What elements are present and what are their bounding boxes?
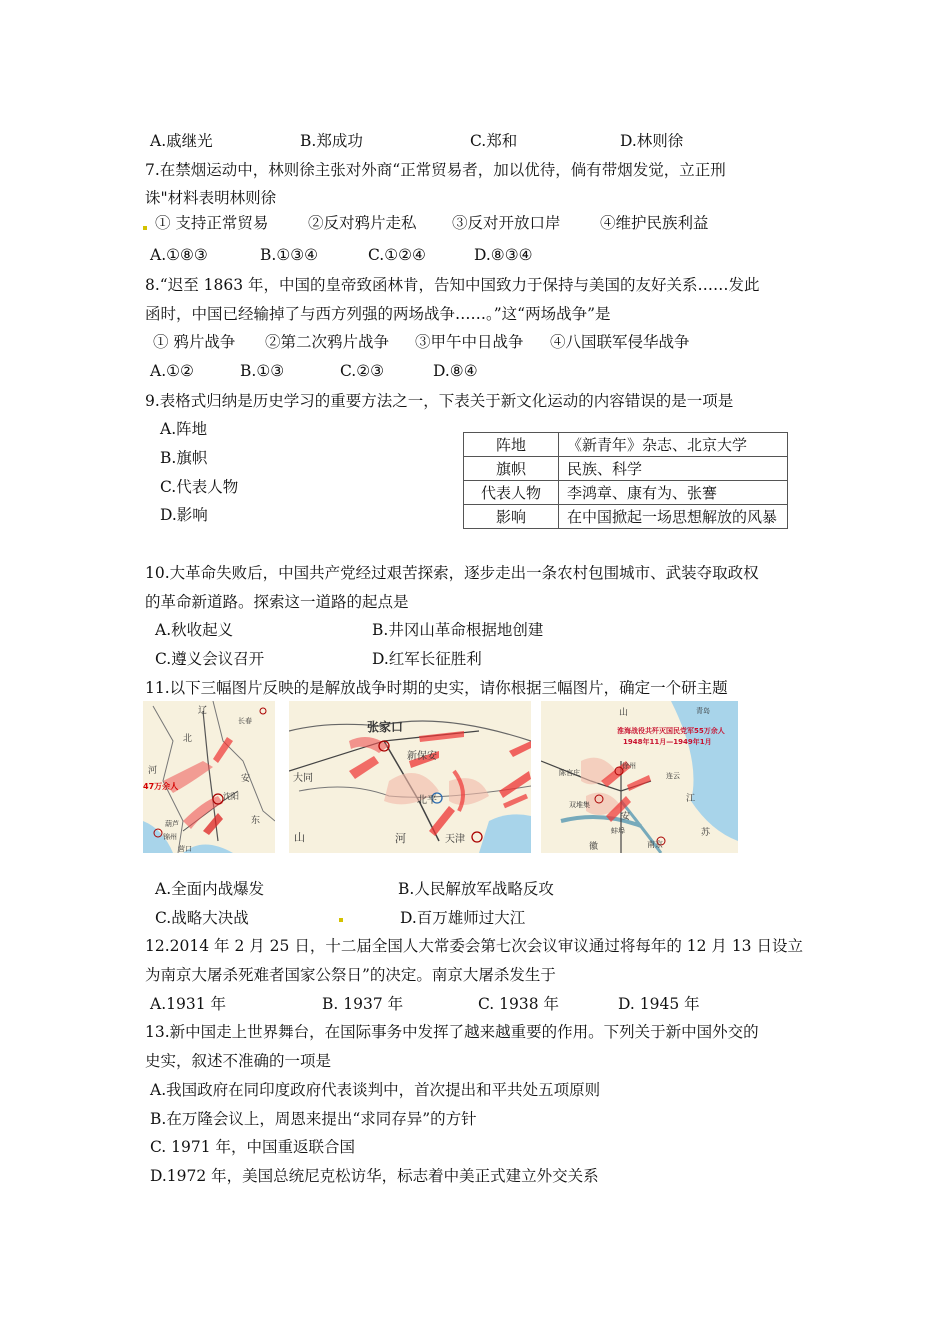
map3-label: 蚌埠 (611, 827, 625, 835)
map3-label: 双堆集 (569, 801, 590, 809)
q9-option-c[interactable]: C.代表人物 (160, 478, 239, 496)
map3-label: 徽 (589, 842, 599, 852)
q6-option-b[interactable]: B.郑成功 (300, 132, 363, 150)
q13-stem-line1: 13.新中国走上世界舞台，在国际事务中发挥了越来越重要的作用。下列关于新中国外交的 (145, 1023, 759, 1041)
map1-label: 北 (183, 734, 193, 744)
q7-stem-line2: 诛"材料表明林则徐 (145, 189, 277, 207)
table-key: 旗帜 (464, 457, 559, 481)
huaihai-campaign-map (541, 701, 738, 853)
q9-option-b[interactable]: B.旗帜 (160, 449, 208, 467)
map1-label: 葫芦 (165, 820, 179, 828)
q9-option-d[interactable]: D.影响 (160, 506, 208, 524)
map3-label: 安 (621, 812, 631, 822)
map1-label: 锦州 (163, 833, 177, 841)
table-row (464, 505, 788, 529)
q8-item-2: ②第二次鸦片战争 (265, 333, 390, 351)
map1-label: 河 (148, 766, 158, 776)
table-value: 李鸿章、康有为、张謇 (559, 481, 788, 505)
q10-option-a[interactable]: A.秋收起义 (155, 621, 234, 639)
q11-option-b[interactable]: B.人民解放军战略反攻 (398, 880, 554, 898)
map3-label: 连云 (666, 772, 680, 780)
q12-option-d[interactable]: D. 1945 年 (618, 995, 700, 1013)
map1-label: 东 (251, 816, 261, 826)
map1-label: 长春 (238, 717, 252, 725)
table-row (464, 433, 788, 457)
map3-label: 1948年11月—1949年1月 (623, 738, 712, 746)
q9-option-a[interactable]: A.阵地 (160, 420, 208, 438)
map1-label: 营口 (178, 845, 192, 853)
decorative-dot (143, 226, 147, 230)
q7-item-4: ④维护民族利益 (600, 214, 709, 232)
q12-option-c[interactable]: C. 1938 年 (478, 995, 560, 1013)
map1-label: 沈阳 (223, 792, 239, 801)
map3-label: 南京 (647, 840, 663, 849)
q13-option-d[interactable]: D.1972 年，美国总统尼克松访华，标志着中美正式建立外交关系 (150, 1167, 599, 1185)
q13-option-c[interactable]: C. 1971 年，中国重返联合国 (150, 1138, 356, 1156)
table-value: 《新青年》杂志、北京大学 (559, 433, 788, 457)
liaoshen-campaign-map (143, 701, 275, 853)
q9-stem: 9.表格式归纳是历史学习的重要方法之一，下表关于新文化运动的内容错误的是一项是 (145, 392, 734, 410)
q10-option-d[interactable]: D.红军长征胜利 (372, 650, 482, 668)
q7-item-3: ③反对开放口岸 (452, 214, 561, 232)
q10-stem-line1: 10.大革命失败后，中国共产党经过艰苦探索，逐步走出一条农村包围城市、武装夺取政权 (145, 564, 759, 582)
q12-stem-line2: 为南京大屠杀死难者国家公祭日”的决定。南京大屠杀发生于 (145, 966, 556, 984)
map3-label: 淮海战役共歼灭国民党军55万余人 (617, 727, 725, 735)
q10-stem-line2: 的革命新道路。探索这一道路的起点是 (145, 593, 409, 611)
q13-option-a[interactable]: A.我国政府在同印度政府代表谈判中，首次提出和平共处五项原则 (150, 1081, 601, 1099)
map1-label: 安 (241, 774, 251, 784)
q7-item-1: ① 支持正常贸易 (155, 214, 269, 232)
map3-label: 苏 (701, 828, 711, 838)
map1-label: 辽 (198, 706, 208, 716)
q7-stem-line1: 7.在禁烟运动中，林则徐主张对外商“正常贸易者，加以优待，倘有带烟发觉，立正刑 (145, 161, 726, 179)
table-key: 代表人物 (464, 481, 559, 505)
table-row (464, 457, 788, 481)
decorative-dot (339, 918, 343, 922)
q11-option-a[interactable]: A.全面内战爆发 (155, 880, 265, 898)
map2-label: 张家口 (367, 720, 404, 734)
map1-label: 47万余人 (143, 782, 179, 791)
q12-option-a[interactable]: A.1931 年 (150, 995, 226, 1013)
map3-label: 江 (686, 794, 696, 804)
q8-option-b[interactable]: B.①③ (240, 362, 285, 380)
q8-option-d[interactable]: D.⑧④ (433, 362, 478, 380)
map2-label: 天津 (445, 834, 465, 845)
q7-option-c[interactable]: C.①②④ (368, 246, 426, 264)
q9-table (463, 432, 788, 529)
q11-stem: 11.以下三幅图片反映的是解放战争时期的史实，请你根据三幅图片，确定一个研主题 (145, 679, 728, 697)
table-value: 民族、科学 (559, 457, 788, 481)
table-row (464, 481, 788, 505)
map2-label: 山 (294, 831, 305, 844)
q6-option-a[interactable]: A.戚继光 (150, 132, 213, 150)
q8-stem-line1: 8.“迟至 1863 年，中国的皇帝致函林肯，告知中国致力于保持与美国的友好关系……发此 (145, 276, 760, 294)
q8-item-4: ④八国联军侵华战争 (550, 333, 690, 351)
q12-option-b[interactable]: B. 1937 年 (322, 995, 404, 1013)
map3-label: 陈官庄 (559, 769, 580, 777)
map3-label: 青岛 (696, 707, 710, 715)
q8-stem-line2: 函时，中国已经输掉了与西方列强的两场战争……。”这“两场战争”是 (145, 305, 611, 323)
map2-label: 河 (395, 832, 406, 845)
q8-option-c[interactable]: C.②③ (340, 362, 385, 380)
map3-label: 徐州 (622, 762, 636, 770)
q6-option-c[interactable]: C.郑和 (470, 132, 518, 150)
q13-option-b[interactable]: B.在万隆会议上，周恩来提出“求同存异”的方针 (150, 1110, 477, 1128)
map2-label: 大同 (293, 773, 313, 784)
q11-option-c[interactable]: C.战略大决战 (155, 909, 249, 927)
q7-option-b[interactable]: B.①③④ (260, 246, 319, 264)
pingjin-campaign-map (289, 701, 531, 853)
q10-option-b[interactable]: B.井冈山革命根据地创建 (372, 621, 544, 639)
q11-option-d[interactable]: D.百万雄师过大江 (400, 909, 526, 927)
table-key: 影响 (464, 505, 559, 529)
q8-item-3: ③甲午中日战争 (415, 333, 524, 351)
q13-stem-line2: 史实，叙述不准确的一项是 (145, 1052, 332, 1070)
map3-label: 山 (619, 708, 629, 718)
table-value: 在中国掀起一场思想解放的风暴 (559, 505, 788, 529)
table-key: 阵地 (464, 433, 559, 457)
q8-option-a[interactable]: A.①② (150, 362, 194, 380)
q6-option-d[interactable]: D.林则徐 (620, 132, 684, 150)
q10-option-c[interactable]: C.遵义会议召开 (155, 650, 265, 668)
q7-option-a[interactable]: A.①⑧③ (150, 246, 208, 264)
q12-stem-line1: 12.2014 年 2 月 25 日，十二届全国人大常委会第七次会议审议通过将每年的 12 月 13 日设立 (145, 937, 803, 955)
map2-label: 北平 (417, 795, 437, 806)
q8-item-1: ① 鸦片战争 (153, 333, 236, 351)
map2-label: 新保安 (407, 751, 437, 762)
q7-item-2: ②反对鸦片走私 (308, 214, 417, 232)
q7-option-d[interactable]: D.⑧③④ (474, 246, 533, 264)
